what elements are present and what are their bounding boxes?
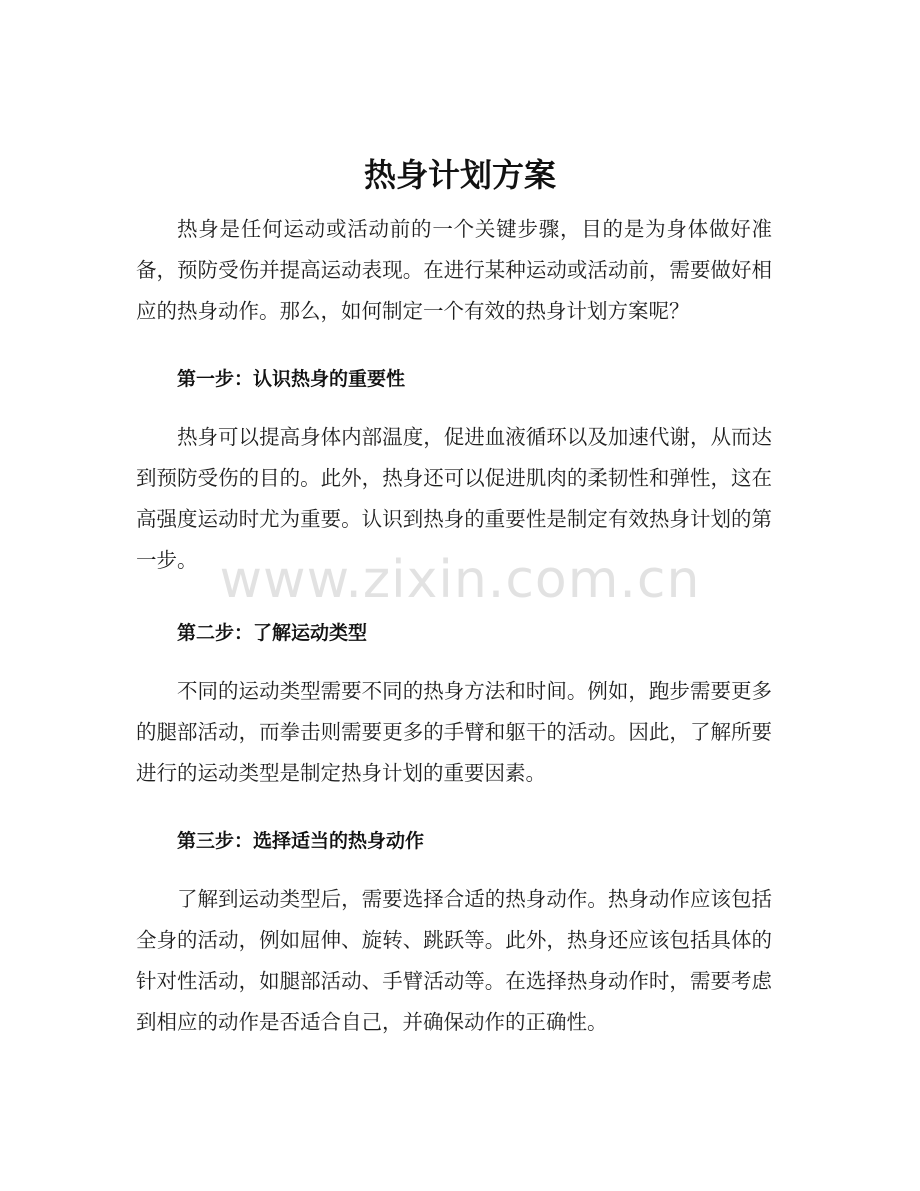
section-body-1: 热身可以提高身体内部温度，促进血液循环以及加速代谢，从而达到预防受伤的目的。此外，热身还可以促进肌肉的柔韧性和弹性，这在高强度运动时尤为重要。认识到热身的重要性是制定有效热身计划的第一步。: [136, 425, 772, 572]
section-heading-2: 第二步：了解运动类型: [177, 622, 368, 644]
intro-paragraph: 热身是任何运动或活动前的一个关键步骤，目的是为身体做好准备，预防受伤并提高运动表现。在进行某种运动或活动前，需要做好相应的热身动作。那么，如何制定一个有效的热身计划方案呢？: [136, 217, 772, 323]
section-body-3: 了解到运动类型后，需要选择合适的热身动作。热身动作应该包括全身的活动，例如屈伸、旋转、跳跃等。此外，热身还应该包括具体的针对性活动，如腿部活动、手臂活动等。在选择热身动作时，需要考虑到相应的动作是否适合自己，并确保动作的正确性。: [136, 887, 772, 1034]
section-heading-3: 第三步：选择适当的热身动作: [177, 830, 425, 852]
section-heading-1: 第一步：认识热身的重要性: [177, 368, 406, 390]
section-body-2: 不同的运动类型需要不同的热身方法和时间。例如，跑步需要更多的腿部活动，而拳击则需要更多的手臂和躯干的活动。因此，了解所要进行的运动类型是制定热身计划的重要因素。: [136, 679, 772, 785]
document-title: 热身计划方案: [363, 156, 556, 194]
watermark-text: www.zixin.com.cn: [219, 550, 701, 610]
